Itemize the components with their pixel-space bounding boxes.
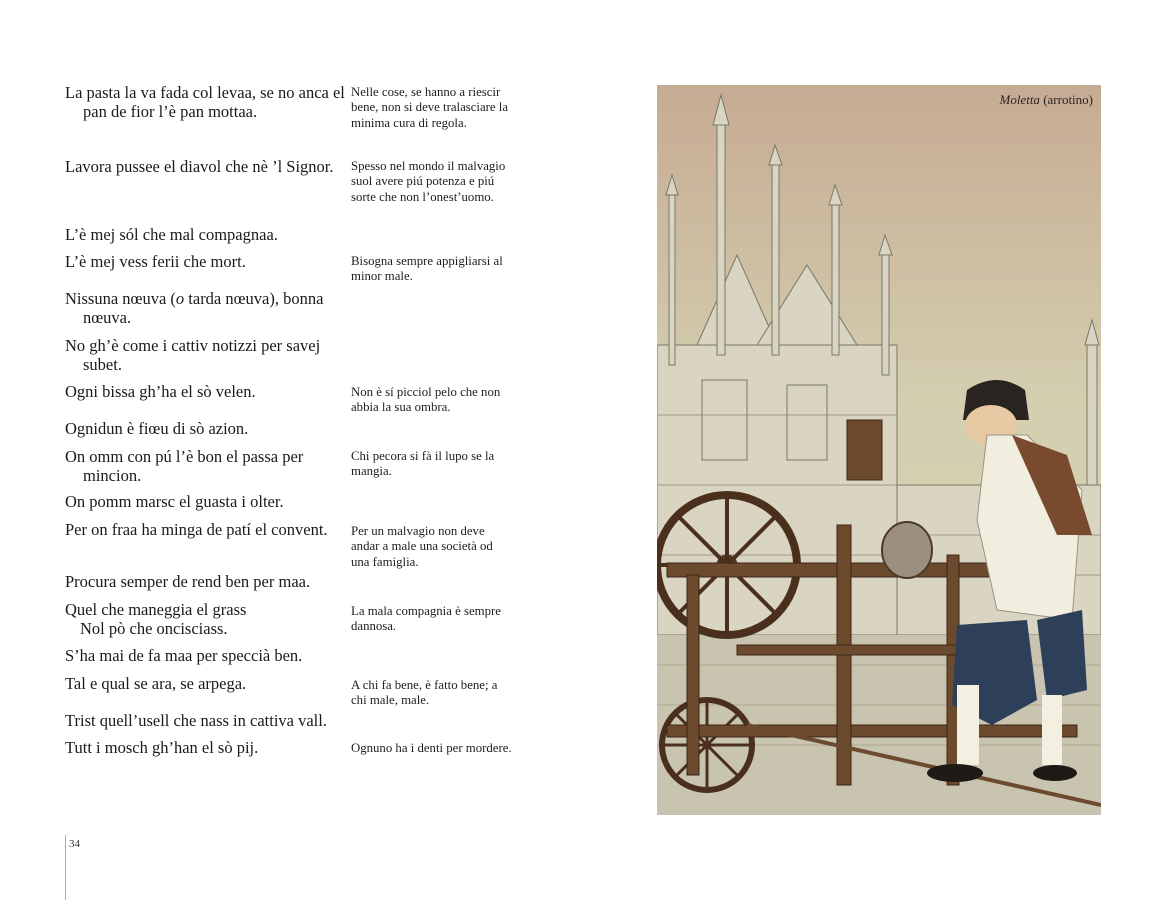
proverb-text: No gh’è come i cattiv notizzi per savej subet. bbox=[65, 336, 321, 374]
proverb-text: Lavora pussee el diavol che nè ’l Signor. bbox=[65, 157, 334, 176]
proverb-line: Quel che maneggia el grass bbox=[65, 600, 247, 619]
gloss-text: La mala compagnia è sempre dannosa. bbox=[351, 604, 501, 634]
proverb-text: On pomm marsc el guasta i olter. bbox=[65, 492, 284, 511]
knife-grinder-illustration bbox=[657, 85, 1101, 815]
gloss-text: Non è sí picciol pelo che non abbia la sua ombra. bbox=[351, 385, 501, 415]
proverb-italic: o bbox=[175, 289, 185, 308]
right-page bbox=[583, 0, 1166, 900]
proverb-text: S’ha mai de fa maa per speccià ben. bbox=[65, 646, 303, 665]
gloss-text: Nelle cose, se hanno a riescir bene, non si deve tralasciare la minima cura di regola. bbox=[351, 85, 509, 130]
gloss-text: Bisogna sempre appigliarsi al minor male. bbox=[351, 254, 503, 284]
page-number: 34 bbox=[69, 838, 80, 850]
caption-italic: Moletta bbox=[999, 92, 1040, 107]
caption-plain: (arrotino) bbox=[1043, 92, 1093, 107]
proverb-part: Nissuna nœuva ( bbox=[65, 289, 176, 308]
proverb-part: tarda nœuva), bonna nœuva. bbox=[83, 289, 324, 327]
gloss-text: Per un malvagio non deve andar a male una società od una famiglia. bbox=[351, 524, 493, 569]
gloss-text: Ognuno ha i denti per mordere. bbox=[351, 741, 512, 755]
folio-rule bbox=[65, 835, 66, 900]
illustration-drawing bbox=[657, 85, 1101, 815]
proverb-text: Tal e qual se ara, se arpega. bbox=[65, 674, 247, 693]
proverb-text: Ogni bissa gh’ha el sò velen. bbox=[65, 382, 256, 401]
proverb-text: L’è mej vess ferii che mort. bbox=[65, 252, 246, 271]
proverb-text: On omm con pú l’è bon el passa per mincion. bbox=[65, 447, 304, 485]
proverb-text bbox=[65, 289, 351, 327]
plate-caption bbox=[1000, 92, 1094, 108]
proverb-text: Trist quell’usell che nass in cattiva vall. bbox=[65, 711, 327, 730]
proverb-text: Per on fraa ha minga de patí el convent. bbox=[65, 520, 328, 539]
gloss-text: A chi fa bene, è fatto bene; a chi male, male. bbox=[351, 678, 498, 708]
proverb-text: La pasta la va fada col levaa, se no anca el pan de fior l’è pan mottaa. bbox=[65, 83, 345, 121]
gloss-text: Spesso nel mondo il malvagio suol avere piú potenza e piú sorte che non l’onest’uomo. bbox=[351, 159, 506, 204]
proverb-text: Procura semper de rend ben per maa. bbox=[65, 572, 311, 591]
gloss-text: Chi pecora si fà il lupo se la mangia. bbox=[351, 449, 495, 479]
proverb-line: Nol pò che oncisciass. bbox=[80, 619, 228, 638]
proverb-text bbox=[65, 600, 333, 638]
proverb-text: Ognidun è fiœu di sò azion. bbox=[65, 419, 249, 438]
proverb-text: Tutt i mosch gh’han el sò pij. bbox=[65, 738, 259, 757]
proverb-text: L’è mej sól che mal compagnaa. bbox=[65, 225, 278, 244]
